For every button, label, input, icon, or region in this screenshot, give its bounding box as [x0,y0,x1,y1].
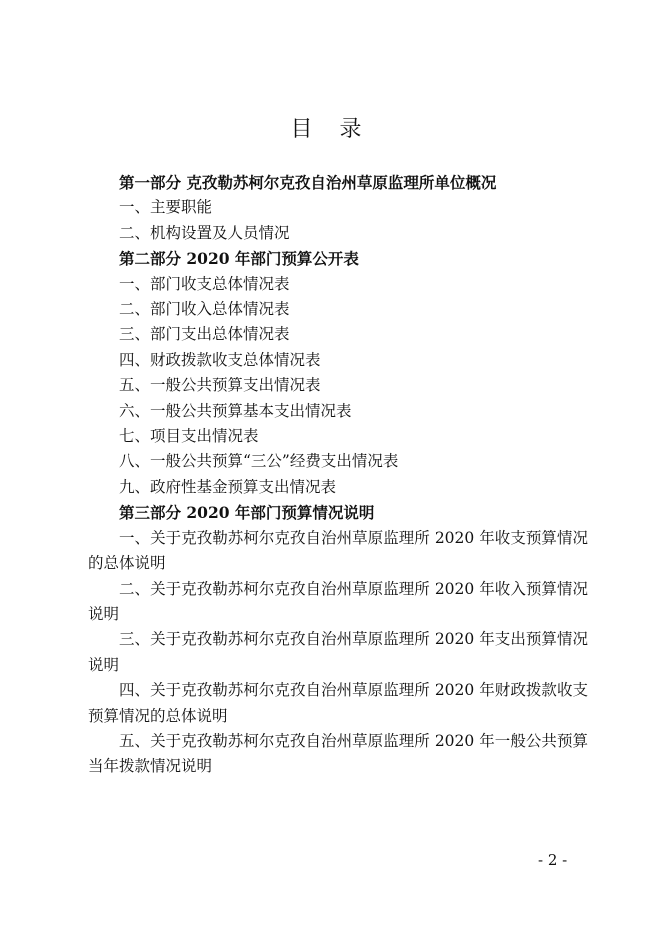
toc-part2-heading: 第二部分 2020 年部门预算公开表 [119,249,359,269]
toc-item: 一、主要职能 [119,198,213,217]
toc-item: 七、项目支出情况表 [119,427,259,446]
toc-item: 九、政府性基金预算支出情况表 [119,477,337,496]
toc-item: 四、关于克孜勒苏柯尔克孜自治州草原监理所 2020 年财政拨款收支预算情况的总体说明 [88,681,588,725]
toc-item: 八、一般公共预算“三公”经费支出情况表 [119,452,399,471]
toc-item: 五、一般公共预算支出情况表 [119,376,321,395]
toc-item: 一、部门收支总体情况表 [119,274,290,293]
toc-item: 二、部门收入总体情况表 [119,300,290,319]
page-number: - 2 - [538,851,568,869]
toc-item: 二、机构设置及人员情况 [119,223,290,242]
table-of-contents [88,170,588,780]
toc-item: 四、财政拨款收支总体情况表 [119,350,321,369]
toc-item: 一、关于克孜勒苏柯尔克孜自治州草原监理所 2020 年收支预算情况的总体说明 [88,528,588,573]
page-title: 目 录 [290,117,372,142]
toc-item: 六、一般公共预算基本支出情况表 [119,401,352,420]
toc-item: 三、部门支出总体情况表 [119,325,290,344]
toc-item: 五、关于克孜勒苏柯尔克孜自治州草原监理所 2020 年一般公共预算当年拨款情况说明 [88,731,588,776]
toc-item: 二、关于克孜勒苏柯尔克孜自治州草原监理所 2020 年收入预算情况说明 [88,579,588,623]
toc-part3-heading: 第三部分 2020 年部门预算情况说明 [119,503,375,523]
toc-part1-heading: 第一部分 克孜勒苏柯尔克孜自治州草原监理所单位概况 [119,173,497,192]
toc-item: 三、关于克孜勒苏柯尔克孜自治州草原监理所 2020 年支出预算情况说明 [88,630,588,674]
